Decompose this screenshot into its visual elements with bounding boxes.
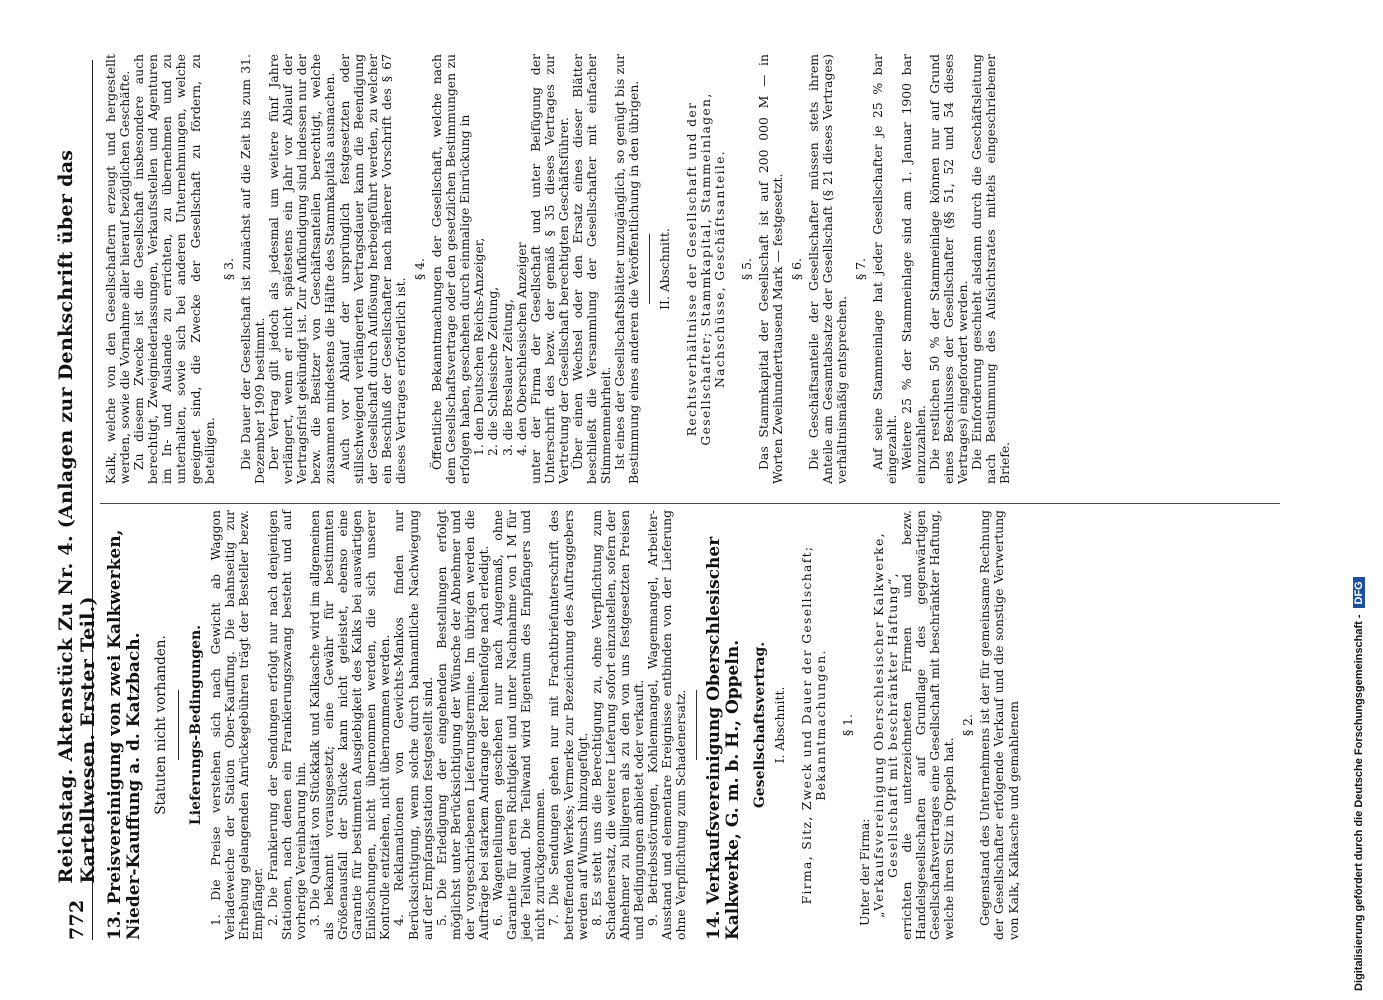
paragraph: Unter der Firma: — [856, 818, 872, 926]
paragraph: 5. Die Erledigung der eingehenden Bestellungen erfolgt möglichst unter Berücksichtigung der Wünsche der Abnehmer und der vorgeschriebenen Lieferungstermine. Im übrigen werden die Aufträge bei starkem Andrange der Reihenfolge nach erledigt. — [433, 510, 491, 940]
paragraph: Die restlichen 50 % der Stammeinlage können nur auf Grund eines Beschlusses der Gesellschafter (§§ 51, 52 und 54 dieses Vertrages) eingefordert werden. — [926, 54, 970, 484]
paragraph-sign: § 4. — [411, 258, 427, 280]
paragraph: Weitere 25 % der Stammeinlage sind am 1. Januar 1900 bar einzuzahlen. — [898, 54, 928, 484]
left-column — [104, 510, 1021, 940]
section-13-heading: 13. Preisvereinigung von zwei Kalkwerken, Nieder-Kauffung a. d. Katzbach. — [105, 529, 144, 940]
paragraph-sign: § 3. — [220, 258, 236, 280]
running-title: Reichstag. Aktenstück Zu Nr. 4. (Anlagen zur Denkschrift über das Kartellwesen. Erster Teil.) — [55, 149, 99, 884]
paragraph: Zu diesem Zwecke ist die Gesellschaft insbesondere auch berechtigt, Zweigniederlassungen, Verkaufsstellen und Agenturen im In- und Auslande zu errichten, zu übernehmen und zu unterhalten, sowie sich bei anderen Unternehmungen, welche geeignet sind, die Zwecke der Gesellschaft zu fördern, zu beteiligen. — [131, 54, 217, 484]
paragraph: errichten die unterzeichneten Firmen und bezw. Handelsgesellschaften auf Grundlage des gegenwärtigen Gesellschaftsvertrages eine Gesellschaft mit beschränkter Haftung, welche ihren Sitz in Oppeln hat. — [898, 510, 957, 940]
dfg-logo: DFG — [1353, 577, 1365, 608]
paragraph: Gegenstand des Unternehmens ist der für gemeinsame Rechnung der Gesellschafter erfolgende Verkauf und die sonstige Verwertung von Kalk, Kalkasche und gemahlenem — [977, 510, 1021, 940]
separator — [649, 234, 650, 304]
page-number: 772 — [66, 899, 88, 940]
paragraph: Auf seine Stammeinlage hat jeder Gesellschafter je 25 % bar eingezahlt. — [870, 54, 900, 484]
separator — [696, 690, 697, 760]
newspaper-list — [472, 54, 528, 484]
paragraph-sign: § 2. — [960, 714, 976, 736]
list-item: 1. den Deutschen Reichs-Anzeiger, — [471, 237, 487, 456]
page-header — [55, 60, 99, 940]
paragraph: 3. Die Qualität von Stückkalk und Kalkasche wird im allgemeinen als bekannt vorausgesetzt; eine Gewähr für bestimmten Größenausfall der Stücke kann nicht geleistet, ebenso eine Garantie für bestimmten Ausgiebigkeit des Kalks bei auswärtigen Einlöschungen, nicht übernommen werden, die sich unserer Kontrolle entziehen, nicht übernommen werden. — [306, 510, 393, 940]
paragraph: Auch vor Ablauf der ursprünglich festgesetzten oder stillschweigend verlängerten Vertragsdauer kann die Beendigung der Gesellschaft durch Auflösung herbeigeführt werden, zu welcher ein Beschluß der Gesellschafter nach näherer Vorschrift des § 67 dieses Vertrages erforderlich ist. — [336, 54, 408, 484]
statuten-note: Statuten nicht vorhanden. — [153, 635, 169, 815]
digitization-credit — [1349, 6, 1375, 991]
list-item: 3. die Breslauer Zeitung, — [499, 299, 515, 456]
abschnitt-title: Firma, Sitz, Zweck und Dauer der Gesellschaft; Bekanntmachungen. — [798, 545, 829, 905]
right-column — [104, 54, 1012, 484]
paragraph: 1. Die Preise verstehen sich nach Gewicht ab Waggon Verladeweiche der Station Ober-Kauffung. Die bahnseitig zur Erhebung gelangenden Anrückegebühren trägt der Besteller bezw. Empfänger. — [208, 510, 266, 940]
lieferungs-heading: Lieferungs-Bedingungen. — [188, 624, 205, 826]
paragraph: unter der Firma der Gesellschaft und unter Beifügung der Unterschrift des bezw. der gemäß § 35 dieses Vertrages zur Vertretung der Gesellschaft berechtigten Geschäftsführer. — [527, 54, 571, 484]
abschnitt-title: Rechtsverhältnisse der Gesellschaft und der Gesellschafter; Stammkapital, Stammeinlagen, Nachschüsse, Geschäftsanteile. — [683, 92, 728, 446]
paragraph-sign: § 5. — [738, 258, 754, 280]
gesellschaftsvertrag-heading: Gesellschaftsvertrag. — [752, 641, 769, 809]
paragraph: 8. Es steht uns die Berechtigung zu, ohne Verpflichtung zum Schadenersatz, die weitere Lieferung sofort einzustellen, sofern der Abnehmer zu billigeren als zu den von uns festgesetzten Preisen und Bedingungen anbietet oder verkauft. — [588, 510, 646, 940]
paragraph-sign: § 6. — [788, 258, 804, 280]
column-rule — [100, 503, 1280, 504]
paragraph: Öffentliche Bekanntmachungen der Gesellschaft, welche nach dem Gesellschaftsvertrage oder den gesetzlichen Bestimmungen zu erfolgen haben, geschehen durch einmalige Einrückung in — [429, 54, 473, 484]
section-14-heading: 14. Verkaufsvereinigung Oberschlesischer Kalkwerke, G. m. b. H., Oppeln. — [704, 536, 744, 940]
paragraph: Die Geschäftsanteile der Gesellschafter müssen stets ihrem Anteile am Gesamtabsatze der Gesellschaft (§ 21 dieses Vertrages) verhältnismäßig entsprechen. — [806, 54, 850, 484]
paragraph: Über einen Wechsel oder den Ersatz eines dieser Blätter beschließt die Versammlung der Gesellschafter mit einfacher Stimmenmehrheit. — [570, 54, 614, 484]
paragraph: 2. Die Frankierung der Sendungen erfolgt nur nach denjenigen Stationen, nach denen ein Frankierungszwang besteht und auf vorherige Vereinbarung hin. — [264, 510, 308, 940]
paragraph: Die Dauer der Gesellschaft ist zunächst auf die Zeit bis zum 31. Dezember 1909 bestimmt. — [237, 54, 267, 484]
paragraph: Der Vertrag gilt jedoch als jedesmal um weitere fünf Jahre verlängert, wenn er nicht spätestens ein Jahr vor Ablauf der Vertragsfrist gekündigt ist. Zur Aufkündigung sind indessen nur der bezw. die Besitzer von Geschäftsanteilen berechtigt, welche zusammen mindestens die Hälfte des Stammkapitals ausmachen. — [266, 54, 338, 484]
abschnitt-heading: I. Abschnitt. — [772, 686, 788, 764]
paragraph: Die Einforderung geschieht alsdann durch die Geschäftsleitung nach Bestimmung des Aufsichtsrates mittels eingeschriebener Briefe. — [969, 54, 1013, 484]
paragraph-sign: § 1. — [839, 714, 855, 736]
paragraph: 9. Betriebsstörungen, Kohlenmangel, Wagenmangel, Arbeiter-Ausstand und elementare Ereignisse entbinden von der Lieferung ohne Verpflichtung zum Schadenersatz. — [645, 510, 689, 940]
abschnitt-heading: II. Abschnitt. — [657, 228, 673, 310]
credit-text: Digitalisierung gefördert durch die Deutsche Forschungsgemeinschaft - — [1353, 614, 1365, 991]
firm-name: „Verkaufsvereinigung Oberschlesischer Kalkwerke, Gesellschaft mit beschränkter Haftung“, — [870, 532, 900, 918]
paragraph: 6. Wagenteilungen geschehen nur nach Augenmaß, ohne Garantie für deren Richtigkeit und unter Nachnahme von 1 M für jede Teilwand. Die Teilwand wird Eigentum des Empfängers und nicht zurückgenommen. — [490, 510, 548, 940]
list-item: 4. den Oberschlesischen Anzeiger — [513, 242, 529, 456]
paragraph: Ist eines der Gesellschaftsblätter unzugänglich, so genügt bis zur Bestimmung eines anderen die Veröffentlichung in den übrigen. — [612, 54, 642, 484]
paragraph: Kalk, welche von den Gesellschaftern erzeugt und hergestellt werden, sowie die Vornahme aller hierauf bezüglichen Geschäfte. — [103, 54, 133, 484]
paragraph: 7. Die Sendungen gehen nur mit Frachtbriefunterschrift des betreffenden Werkes; Vermerke zur Bezeichnung des Auftraggebers werden auf Wunsch hinzugefügt. — [546, 510, 590, 940]
separator — [178, 690, 179, 760]
paragraph: Das Stammkapital der Gesellschaft ist auf 200 000 M — in Worten Zweihunderttausend Mark — festgesetzt. — [755, 54, 785, 484]
paragraph: 4. Reklamationen von Gewichts-Mankos finden nur Berücksichtigung, wenn solche durch bahnamtliche Nachwiegung auf der Empfangsstation festgestellt sind. — [391, 510, 435, 940]
list-item: 2. die Schlesische Zeitung, — [485, 286, 501, 456]
paragraph-sign: § 7. — [853, 258, 869, 280]
